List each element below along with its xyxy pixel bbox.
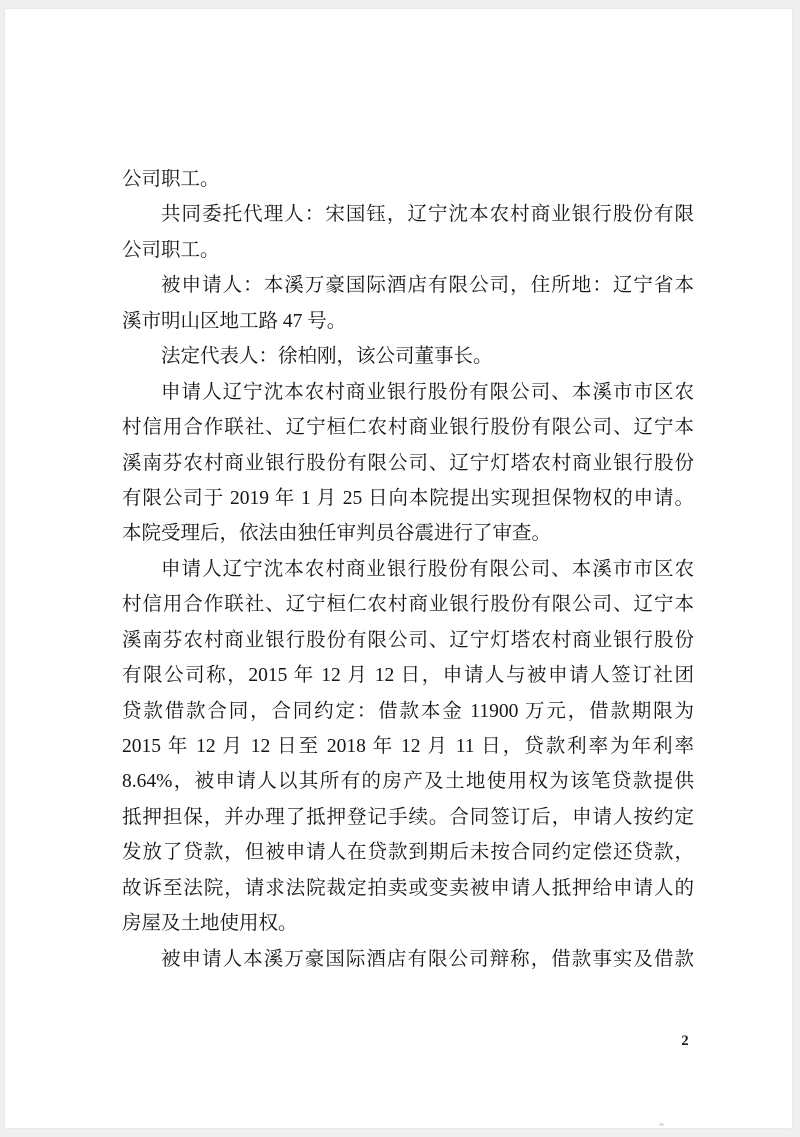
text-line: 房屋及土地使用权。	[122, 913, 298, 935]
document-page	[5, 9, 792, 1128]
text-line: 申请人辽宁沈本农村商业银行股份有限公司、本溪市市区农	[161, 381, 694, 403]
text-line: 溪市明山区地工路 47 号。	[122, 310, 347, 332]
text-line: 法定代表人：徐柏刚，该公司董事长。	[161, 346, 493, 368]
text-line: 故诉至法院，请求法院裁定拍卖或变卖被申请人抵押给申请人的	[122, 877, 694, 899]
text-line: 被申请人本溪万豪国际酒店有限公司辩称，借款事实及借款	[161, 948, 694, 970]
document-body	[122, 162, 694, 977]
text-line: 2015 年 12 月 12 日至 2018 年 12 月 11 日，贷款利率为年利率	[122, 736, 694, 757]
text-line: 抵押担保，并办理了抵押登记手续。合同签订后，申请人按约定	[122, 806, 694, 828]
text-line: 贷款借款合同，合同约定：借款本金 11900 万元，借款期限为	[122, 700, 694, 722]
text-line: 本院受理后，依法由独任审判员谷震进行了审查。	[122, 523, 552, 545]
text-line: 共同委托代理人：宋国钰，辽宁沈本农村商业银行股份有限	[161, 204, 694, 226]
text-line: 发放了贷款，但被申请人在贷款到期后未按合同约定偿还贷款，	[122, 842, 694, 864]
text-line: 溪南芬农村商业银行股份有限公司、辽宁灯塔农村商业银行股份	[122, 629, 694, 651]
text-line: 有限公司称，2015 年 12 月 12 日，申请人与被申请人签订社团	[122, 665, 694, 687]
page-number: 2	[681, 1033, 689, 1049]
text-line: 被申请人：本溪万豪国际酒店有限公司，住所地：辽宁省本	[161, 275, 694, 297]
text-line: 溪南芬农村商业银行股份有限公司、辽宁灯塔农村商业银行股份	[122, 452, 694, 474]
text-line: 8.64%，被申请人以其所有的房产及土地使用权为该笔贷款提供	[122, 771, 694, 793]
text-line: 公司职工。	[122, 239, 220, 261]
text-line: 村信用合作联社、辽宁桓仁农村商业银行股份有限公司、辽宁本	[122, 417, 694, 439]
text-line: 申请人辽宁沈本农村商业银行股份有限公司、本溪市市区农	[161, 558, 694, 580]
text-line: 公司职工。	[122, 169, 220, 190]
text-line: 村信用合作联社、辽宁桓仁农村商业银行股份有限公司、辽宁本	[122, 594, 694, 616]
scan-artifact-dot	[659, 1123, 664, 1126]
text-line: 有限公司于 2019 年 1 月 25 日向本院提出实现担保物权的申请。	[122, 487, 694, 509]
